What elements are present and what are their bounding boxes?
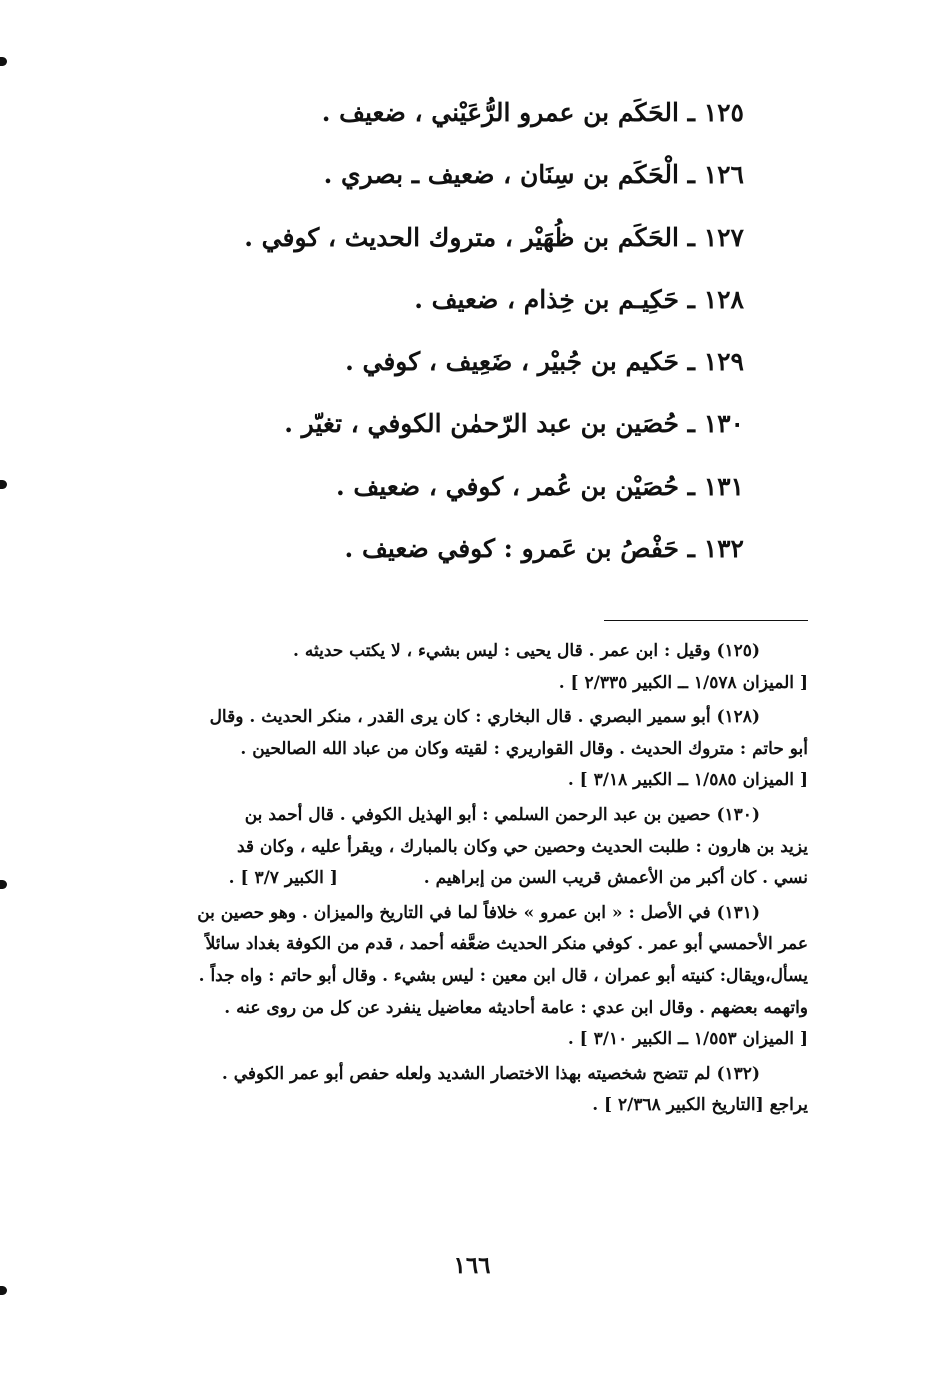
footnote-130-line-1: (١٣٠) حصين بن عبد الرحمن السلمي : أبو الهذيل الكوفي . قال أحمد بن	[244, 804, 760, 825]
entry-125: ١٢٥ ـ الحَكَم بن عمرو الرُّعَيْني ، ضعيف .	[321, 98, 744, 127]
entry-130: ١٣٠ ـ حُصَين بن عبد الرّحمٰن الكوفي ، تغيّر .	[284, 409, 744, 439]
footnote-132-reference: يراجع [التاريخ الكبير ٢/٣٦٨ ] .	[592, 1095, 808, 1116]
narrator-entries-list	[150, 82, 744, 580]
entry-127: ١٢٧ ـ الحَكَم بن ظُهَيْر ، متروك الحديث ، كوفي .	[244, 222, 744, 252]
footnote-128-reference: [ الميزان ١/٥٨٥ ــ الكبير ٣/١٨ ] .	[567, 770, 808, 791]
entry-132: ١٣٢ ـ حَفْصُ بن عَمرو : كوفي ضعيف .	[344, 534, 744, 564]
footnote-130-line-3: نسي . كان أكبر من الأعمش قريب السن من إبراهيم .	[423, 868, 808, 889]
footnote-130-line-3-row	[102, 863, 808, 895]
footnote-131-line-4: واتهمه بعضهم . وقال ابن عدي : عامة أحاديثه معاضيل ينفرد عن كل من روى عنه .	[224, 997, 808, 1018]
margin-mark	[0, 57, 7, 66]
entry-126: ١٢٦ ـ الْحَكَم بن سِنَان ، ضعيف ـ بصري .	[323, 160, 744, 190]
margin-mark	[0, 880, 7, 889]
footnote-divider	[604, 620, 808, 621]
footnote-132-line-1: (١٣٢) لم تتضح شخصيته بهذا الاختصار الشديد ولعله حفص أبو عمر الكوفي .	[221, 1063, 760, 1084]
footnote-128-line-2: أبو حاتم : متروك الحديث . وقال القواريري : لقيته وكان من عباد الله الصالحين .	[240, 738, 808, 759]
footnote-131	[102, 898, 808, 1056]
footnote-125-reference: [ الميزان ١/٥٧٨ ــ الكبير ٢/٣٣٥ ] .	[558, 672, 808, 693]
footnote-131-line-2: عمر الأحمسي أبو عمر . كوفي منكر الحديث ضعَّفه أحمد ، قدم من الكوفة بغداد سائلاً	[205, 934, 808, 955]
footnote-125-line-1: (١٢٥) وقيل : ابن عمر . قال يحيى : ليس بشيء ، لا يكتب حديثه .	[293, 641, 760, 661]
footnote-130	[102, 800, 808, 895]
margin-mark	[0, 480, 7, 489]
footnote-131-line-3: يسأل،ويقال: كنيته أبو عمران ، قال ابن معين : ليس بشيء . وقال أبو حاتم : واه جداً .	[198, 965, 808, 986]
footnote-131-reference: [ الميزان ١/٥٥٣ ــ الكبير ٣/١٠ ] .	[567, 1029, 808, 1050]
footnote-131-line-1: (١٣١) في الأصل : « ابن عمرو » خلافاً لما في التاريخ والميزان . وهو حصين بن	[197, 902, 760, 923]
entry-129: ١٢٩ ـ حَكيم بن جُبيْر ، ضَعِيف ، كوفي .	[345, 347, 744, 377]
footnote-130-reference: [ الكبير ٣/٧ ] .	[228, 868, 338, 889]
footnotes	[102, 636, 808, 1125]
footnote-128-line-1: (١٢٨) أبو سمير البصري . قال البخاري : كان يرى القدر ، منكر الحديث . وقال	[209, 707, 760, 728]
margin-mark	[0, 1286, 7, 1295]
footnote-132	[102, 1059, 808, 1122]
entry-128: ١٢٨ ـ حَكِيـم بن خِذام ، ضعيف .	[414, 284, 744, 314]
footnote-130-line-2: يزيد بن هارون : طلبت الحديث وحصين حي وكان بالمبارك ، ويقرأ عليه ، وكان قد	[236, 836, 808, 857]
footnote-128	[102, 702, 808, 797]
page-number: ١٦٦	[453, 1252, 491, 1279]
footnote-125	[102, 636, 808, 699]
entry-131: ١٣١ ـ حُصَيْن بن عُمر ، كوفي ، ضعيف .	[336, 471, 744, 501]
